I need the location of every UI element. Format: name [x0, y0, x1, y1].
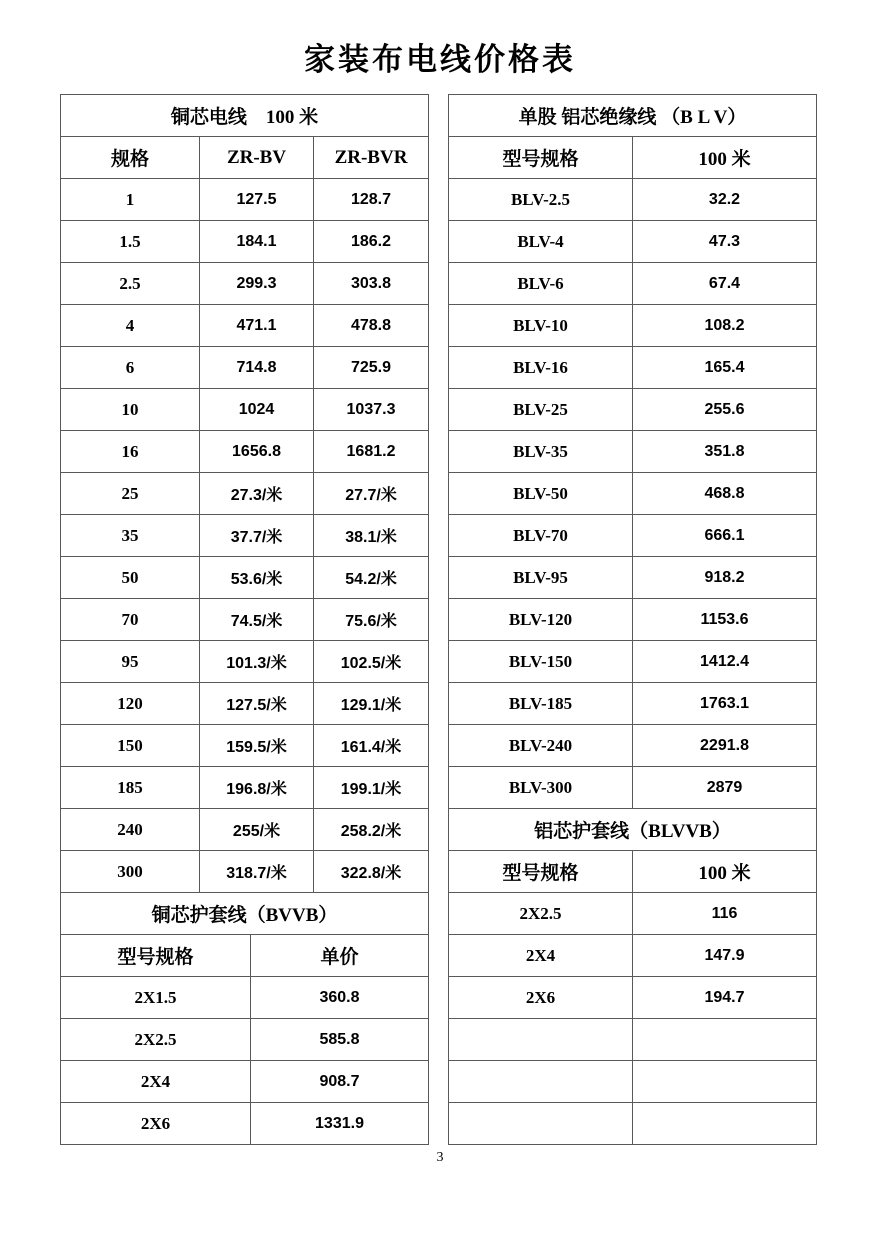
spec-cell: 120 [61, 683, 200, 725]
zr-bv-price-cell: 159.5/米 [200, 725, 314, 767]
price-cell: 908.7 [251, 1061, 429, 1103]
spec-cell: 2.5 [61, 263, 200, 305]
table-row [449, 431, 817, 473]
table-row [449, 893, 817, 935]
zr-bv-price-cell: 127.5/米 [200, 683, 314, 725]
zr-bv-price-cell: 714.8 [200, 347, 314, 389]
spec-cell: 70 [61, 599, 200, 641]
table-row [449, 1103, 817, 1145]
spec-cell: BLV-120 [449, 599, 633, 641]
zr-bvr-price-cell: 186.2 [314, 221, 429, 263]
table-row [61, 263, 429, 305]
aluminum-wire-table [448, 94, 817, 1145]
spec-cell: BLV-4 [449, 221, 633, 263]
table-row [61, 641, 429, 683]
zr-bvr-price-cell: 199.1/米 [314, 767, 429, 809]
table-row [449, 305, 817, 347]
spec-cell: 2X1.5 [61, 977, 251, 1019]
copper-wire-table [60, 94, 429, 935]
spec-cell: 10 [61, 389, 200, 431]
table-row [61, 1103, 429, 1145]
table-row [449, 389, 817, 431]
price-cell [633, 1019, 817, 1061]
table-row [61, 725, 429, 767]
spec-cell [449, 1103, 633, 1145]
price-cell: 918.2 [633, 557, 817, 599]
copper-sheathed-table [60, 934, 429, 1145]
price-cell: 1331.9 [251, 1103, 429, 1145]
zr-bv-price-cell: 27.3/米 [200, 473, 314, 515]
zr-bvr-price-cell: 322.8/米 [314, 851, 429, 893]
right-column [448, 94, 817, 1145]
price-cell: 194.7 [633, 977, 817, 1019]
table-row [449, 515, 817, 557]
page-title: 家装布电线价格表 [304, 42, 576, 77]
table-row [61, 851, 429, 893]
table-row [61, 1019, 429, 1061]
table-row [61, 473, 429, 515]
section-header-row [61, 95, 429, 137]
table-row [61, 431, 429, 473]
model-spec-column-header: 型号规格 [449, 137, 633, 179]
zr-bv-price-cell: 37.7/米 [200, 515, 314, 557]
zr-bv-price-cell: 196.8/米 [200, 767, 314, 809]
spec-cell: 150 [61, 725, 200, 767]
table-row [61, 305, 429, 347]
spec-cell: 50 [61, 557, 200, 599]
price-cell: 255.6 [633, 389, 817, 431]
zr-bvr-price-cell: 128.7 [314, 179, 429, 221]
zr-bv-price-cell: 184.1 [200, 221, 314, 263]
table-row [61, 1061, 429, 1103]
zr-bvr-price-cell: 102.5/米 [314, 641, 429, 683]
price-cell [633, 1103, 817, 1145]
spec-cell: 300 [61, 851, 200, 893]
copper-wire-section-title: 铜芯电线 100 米 [61, 95, 429, 137]
spec-cell: BLV-240 [449, 725, 633, 767]
zr-bv-price-cell: 53.6/米 [200, 557, 314, 599]
zr-bv-column-header: ZR-BV [200, 137, 314, 179]
table-row [449, 263, 817, 305]
table-row [61, 809, 429, 851]
table-row [449, 473, 817, 515]
price-cell: 585.8 [251, 1019, 429, 1061]
spec-cell: 35 [61, 515, 200, 557]
section-header-row [449, 809, 817, 851]
model-spec-column-header: 型号规格 [449, 851, 633, 893]
spec-cell: 2X6 [449, 977, 633, 1019]
table-row [61, 977, 429, 1019]
price-cell: 1153.6 [633, 599, 817, 641]
price-cell: 1763.1 [633, 683, 817, 725]
zr-bvr-price-cell: 303.8 [314, 263, 429, 305]
spec-cell: 2X4 [449, 935, 633, 977]
aluminum-sheathed-section-title: 铝芯护套线（BLVVB） [449, 809, 817, 851]
price-cell: 1412.4 [633, 641, 817, 683]
zr-bvr-price-cell: 54.2/米 [314, 557, 429, 599]
price-cell: 2879 [633, 767, 817, 809]
spec-cell [449, 1019, 633, 1061]
zr-bvr-price-cell: 478.8 [314, 305, 429, 347]
zr-bv-price-cell: 1656.8 [200, 431, 314, 473]
spec-cell: BLV-35 [449, 431, 633, 473]
spec-cell: 2X2.5 [61, 1019, 251, 1061]
aluminum-wire-rows [449, 179, 817, 809]
zr-bvr-price-cell: 38.1/米 [314, 515, 429, 557]
price-cell: 468.8 [633, 473, 817, 515]
spec-cell: 240 [61, 809, 200, 851]
spec-cell: 1.5 [61, 221, 200, 263]
column-header-row [61, 137, 429, 179]
table-row [449, 1061, 817, 1103]
table-row [61, 767, 429, 809]
price-cell: 116 [633, 893, 817, 935]
spec-cell: BLV-185 [449, 683, 633, 725]
table-row [449, 767, 817, 809]
section-header-row [61, 893, 429, 935]
column-header-row [449, 137, 817, 179]
spec-cell: 1 [61, 179, 200, 221]
model-spec-column-header: 型号规格 [61, 935, 251, 977]
table-row [61, 221, 429, 263]
table-row [61, 599, 429, 641]
column-header-row [61, 935, 429, 977]
table-row [61, 347, 429, 389]
zr-bv-price-cell: 74.5/米 [200, 599, 314, 641]
zr-bv-price-cell: 127.5 [200, 179, 314, 221]
zr-bvr-price-cell: 129.1/米 [314, 683, 429, 725]
spec-cell: BLV-2.5 [449, 179, 633, 221]
spec-column-header: 规格 [61, 137, 200, 179]
column-header-row [449, 851, 817, 893]
spec-cell: 2X4 [61, 1061, 251, 1103]
price-cell: 666.1 [633, 515, 817, 557]
table-row [449, 179, 817, 221]
copper-sheathed-rows [61, 977, 429, 1145]
table-row [449, 683, 817, 725]
zr-bv-price-cell: 101.3/米 [200, 641, 314, 683]
section-header-row [449, 95, 817, 137]
price-cell: 165.4 [633, 347, 817, 389]
price-cell: 108.2 [633, 305, 817, 347]
table-row [449, 935, 817, 977]
price-cell: 351.8 [633, 431, 817, 473]
zr-bv-price-cell: 471.1 [200, 305, 314, 347]
spec-cell: BLV-300 [449, 767, 633, 809]
spec-cell [449, 1061, 633, 1103]
price-cell: 47.3 [633, 221, 817, 263]
zr-bv-price-cell: 255/米 [200, 809, 314, 851]
page-number: 3 [436, 1150, 444, 1165]
table-row [61, 557, 429, 599]
left-column [60, 94, 429, 1145]
price-cell: 2291.8 [633, 725, 817, 767]
spec-cell: BLV-150 [449, 641, 633, 683]
price-cell: 360.8 [251, 977, 429, 1019]
zr-bv-price-cell: 299.3 [200, 263, 314, 305]
table-row [61, 179, 429, 221]
price-cell: 147.9 [633, 935, 817, 977]
table-row [449, 977, 817, 1019]
per-100m-column-header: 100 米 [633, 137, 817, 179]
spec-cell: 2X6 [61, 1103, 251, 1145]
zr-bvr-price-cell: 725.9 [314, 347, 429, 389]
zr-bvr-price-cell: 161.4/米 [314, 725, 429, 767]
table-row [449, 599, 817, 641]
spec-cell: BLV-10 [449, 305, 633, 347]
zr-bv-price-cell: 318.7/米 [200, 851, 314, 893]
spec-cell: 4 [61, 305, 200, 347]
aluminum-wire-section-title: 单股 铝芯绝缘线 （B L V） [449, 95, 817, 137]
per-100m-column-header: 100 米 [633, 851, 817, 893]
spec-cell: BLV-16 [449, 347, 633, 389]
spec-cell: 16 [61, 431, 200, 473]
zr-bvr-price-cell: 258.2/米 [314, 809, 429, 851]
table-row [449, 641, 817, 683]
spec-cell: 6 [61, 347, 200, 389]
table-row [449, 347, 817, 389]
spec-cell: BLV-50 [449, 473, 633, 515]
zr-bvr-price-cell: 27.7/米 [314, 473, 429, 515]
spec-cell: BLV-70 [449, 515, 633, 557]
table-row [61, 683, 429, 725]
spec-cell: 185 [61, 767, 200, 809]
copper-wire-rows [61, 179, 429, 893]
table-row [449, 557, 817, 599]
spec-cell: 25 [61, 473, 200, 515]
spec-cell: BLV-95 [449, 557, 633, 599]
price-cell: 67.4 [633, 263, 817, 305]
zr-bv-price-cell: 1024 [200, 389, 314, 431]
spec-cell: 95 [61, 641, 200, 683]
zr-bvr-price-cell: 75.6/米 [314, 599, 429, 641]
spec-cell: 2X2.5 [449, 893, 633, 935]
zr-bvr-price-cell: 1681.2 [314, 431, 429, 473]
table-row [61, 515, 429, 557]
copper-sheathed-section-title: 铜芯护套线（BVVB） [61, 893, 429, 935]
table-row [61, 389, 429, 431]
zr-bvr-price-cell: 1037.3 [314, 389, 429, 431]
table-row [449, 1019, 817, 1061]
unit-price-column-header: 单价 [251, 935, 429, 977]
aluminum-sheathed-rows [449, 893, 817, 1145]
price-cell: 32.2 [633, 179, 817, 221]
price-cell [633, 1061, 817, 1103]
table-row [449, 725, 817, 767]
spec-cell: BLV-25 [449, 389, 633, 431]
zr-bvr-column-header: ZR-BVR [314, 137, 429, 179]
spec-cell: BLV-6 [449, 263, 633, 305]
table-row [449, 221, 817, 263]
